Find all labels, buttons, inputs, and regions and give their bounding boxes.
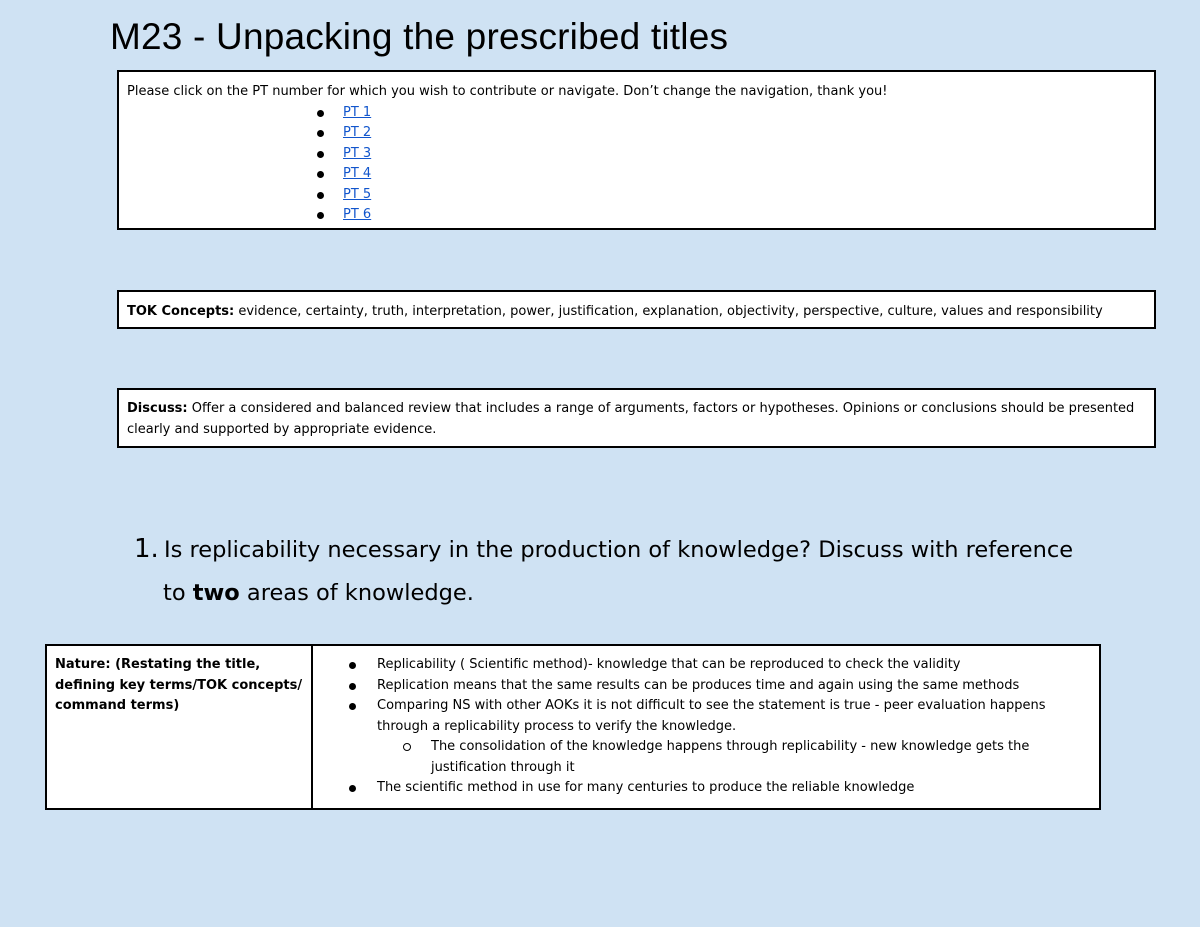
sub-list-item: The consolidation of the knowledge happens through replicability - new knowledge gets the justification through it [403,737,1091,778]
question-emphasis: two [192,580,240,606]
pt-5-link[interactable]: PT 5 [343,186,372,202]
nature-sub-list [377,737,1091,778]
list-item [349,696,1091,778]
list-item [317,123,1146,144]
question-line2-suffix: areas of knowledge. [239,580,474,606]
question-number: 1. [134,534,159,564]
list-item [317,205,1146,226]
discuss-box [117,388,1156,448]
discuss-label: Discuss: [127,401,188,416]
pt-6-link[interactable]: PT 6 [343,207,372,222]
prescribed-title-question [134,528,1124,615]
pt-2-link[interactable]: PT 2 [343,125,372,140]
pt-1-link[interactable]: PT 1 [343,104,372,120]
list-item: Replication means that the same results can be produces time and again using the same methods [349,676,1091,697]
nature-label-cell: Nature: (Restating the title, defining key terms/TOK concepts/ command terms) [46,645,312,809]
list-item-text: Comparing NS with other AOKs it is not difficult to see the statement is true - peer evaluation happens through a replicability process to verify the knowledge. [377,698,1046,734]
page-title: M23 - Unpacking the prescribed titles [110,16,729,57]
discuss-text: Offer a considered and balanced review that includes a range of arguments, factors or hypotheses. Opinions or conclusions should be presented clearly and supported by appropriate evidence. [127,401,1135,437]
tok-concepts-label: TOK Concepts: [127,304,235,319]
nature-bullet-list [321,655,1091,799]
question-text-line1: Is replicability necessary in the production of knowledge? Discuss with reference [164,537,1074,563]
list-item [317,164,1146,185]
list-item [317,103,1146,124]
list-item [317,144,1146,165]
nature-content-cell [312,645,1100,809]
question-line2-prefix: to [163,580,193,606]
question-text-line2 [134,572,1124,615]
tok-concepts-text: evidence, certainty, truth, interpretation, power, justification, explanation, objectivity, perspective, culture, values and responsibility [234,304,1103,319]
navigation-intro: Please click on the PT number for which you wish to contribute or navigate. Don’t change the navigation, thank you! [127,84,888,99]
pt-4-link[interactable]: PT 4 [343,166,372,181]
pt-link-list [127,103,1146,226]
navigation-box [117,70,1156,230]
pt-3-link[interactable]: PT 3 [343,145,372,161]
tok-concepts-box [117,290,1156,329]
list-item: The scientific method in use for many centuries to produce the reliable knowledge [349,778,1091,799]
list-item [317,185,1146,206]
list-item: Replicability ( Scientific method)- knowledge that can be reproduced to check the validity [349,655,1091,676]
nature-table [45,644,1101,810]
table-row [46,645,1100,809]
